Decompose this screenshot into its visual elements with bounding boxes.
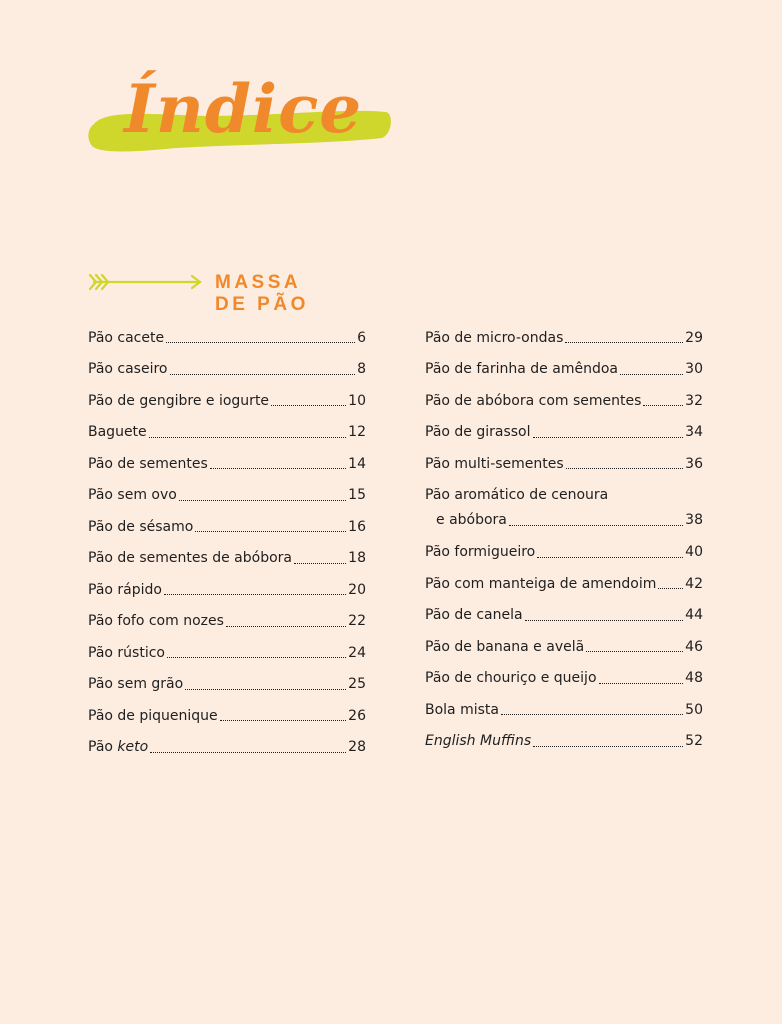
dot-leader [149, 437, 347, 438]
dot-leader [150, 752, 346, 753]
toc-entry-name: Pão com manteiga de amendoim [425, 575, 657, 592]
toc-entry-page: 24 [348, 644, 366, 661]
toc-entry-name [425, 733, 531, 749]
toc-entry-page: 30 [685, 361, 703, 378]
toc-entry-page: 46 [685, 638, 703, 655]
toc-entry[interactable] [88, 606, 366, 638]
dot-leader [271, 405, 346, 406]
section-title-line1: MASSA [215, 272, 302, 293]
toc-entry[interactable] [88, 543, 366, 575]
dot-leader [509, 525, 683, 526]
toc-entry-name: Pão de sésamo [88, 518, 194, 535]
toc-entry[interactable] [88, 448, 366, 480]
toc-entry-name: Pão formigueiro [425, 544, 536, 561]
toc-entry[interactable] [425, 568, 703, 600]
toc-entry-page: 20 [348, 581, 366, 598]
toc-entry[interactable] [88, 637, 366, 669]
dot-leader [658, 588, 683, 589]
toc-entry[interactable] [88, 385, 366, 417]
toc-entry[interactable] [425, 600, 703, 632]
dot-leader [599, 683, 684, 684]
dot-leader [533, 437, 684, 438]
toc-entry-name: Pão fofo com nozes [88, 613, 224, 630]
section-title [215, 272, 309, 316]
toc-entry-page: 38 [685, 512, 703, 528]
toc-entry[interactable] [425, 385, 703, 417]
toc-right-column [425, 322, 703, 757]
toc-entry-name: Pão de micro-ondas [425, 329, 564, 346]
dot-leader [586, 651, 683, 652]
toc-entry-page: 14 [348, 455, 366, 472]
toc-entry-name: Bola mista [425, 701, 499, 718]
toc-entry-name: Pão de sementes [88, 455, 208, 472]
toc-entry-name: Pão de farinha de amêndoa [425, 361, 618, 378]
dot-leader [164, 594, 346, 595]
toc-entry-page: 22 [348, 613, 366, 630]
toc-entry[interactable] [425, 480, 703, 537]
toc-entry[interactable] [425, 726, 703, 758]
section-title-line2: DE PÃO [215, 294, 309, 315]
toc-entry[interactable] [88, 417, 366, 449]
dot-leader [195, 531, 346, 532]
toc-entry[interactable] [425, 537, 703, 569]
toc-entry-name: Pão de banana e avelã [425, 638, 585, 655]
toc-entry-page: 34 [685, 424, 703, 441]
toc-entry-page: 25 [348, 676, 366, 693]
dot-leader [537, 557, 683, 558]
toc-entry[interactable] [88, 354, 366, 386]
index-title-block [86, 58, 396, 168]
toc-entry-page: 18 [348, 550, 366, 567]
toc-entry-name: Pão de chouriço e queijo [425, 670, 597, 687]
toc-entry-page: 28 [348, 739, 366, 756]
toc-entry-name: Baguete [88, 424, 147, 441]
toc-entry[interactable] [88, 574, 366, 606]
toc-entry-page: 44 [685, 607, 703, 624]
dot-leader [167, 657, 346, 658]
dot-leader [643, 405, 683, 406]
dot-leader [620, 374, 683, 375]
toc-entry-name-prefix: Pão [88, 739, 118, 756]
section-header [88, 270, 388, 320]
toc-entry-name [88, 739, 148, 755]
toc-entry-name: Pão rápido [88, 581, 162, 598]
toc-entry-name: Pão rústico [88, 644, 165, 661]
dot-leader [525, 620, 684, 621]
toc-entry-page: 16 [348, 518, 366, 535]
toc-entry-name: Pão sem ovo [88, 487, 177, 504]
toc-entry[interactable] [425, 417, 703, 449]
dot-leader [294, 563, 346, 564]
toc-entry[interactable] [88, 511, 366, 543]
toc-entry-name: Pão de gengibre e iogurte [88, 392, 270, 409]
toc-entry-page: 29 [685, 329, 703, 346]
dot-leader [170, 374, 356, 375]
dot-leader [501, 714, 683, 715]
toc-entry-name-italic: English Muffins [425, 733, 532, 750]
toc-entry-page: 8 [357, 361, 366, 378]
toc-entry-name: Pão sem grão [88, 676, 184, 693]
toc-entry[interactable] [88, 480, 366, 512]
index-title: Índice [124, 70, 363, 148]
toc-left-column [88, 322, 366, 763]
dot-leader [565, 342, 683, 343]
toc-entry[interactable] [425, 354, 703, 386]
toc-entry[interactable] [425, 631, 703, 663]
toc-entry-page: 36 [685, 455, 703, 472]
dot-leader [166, 342, 355, 343]
toc-entry-name: Pão de girassol [425, 424, 531, 441]
toc-entry-page: 48 [685, 670, 703, 687]
toc-entry[interactable] [425, 448, 703, 480]
toc-entry[interactable] [88, 700, 366, 732]
toc-entry-name-cont: e abóbora [436, 512, 507, 528]
dot-leader [185, 689, 346, 690]
toc-entry-page: 6 [357, 329, 366, 346]
dot-leader [220, 720, 347, 721]
toc-entry-name-italic: keto [117, 739, 149, 756]
toc-entry[interactable] [88, 669, 366, 701]
toc-entry-page: 50 [685, 701, 703, 718]
toc-entry-name: Pão multi-sementes [425, 455, 564, 472]
dot-leader [210, 468, 346, 469]
toc-entry-page: 12 [348, 424, 366, 441]
toc-entry-page: 52 [685, 733, 703, 750]
toc-entry-name: Pão caseiro [88, 361, 168, 378]
toc-entry-page: 32 [685, 392, 703, 409]
toc-entry-name: Pão cacete [88, 329, 165, 346]
dot-leader [533, 746, 683, 747]
toc-entry[interactable] [425, 322, 703, 354]
toc-entry-name: Pão aromático de cenoura [425, 487, 609, 503]
arrow-icon [88, 272, 206, 292]
toc-entry-page: 42 [685, 575, 703, 592]
toc-entry-page: 40 [685, 544, 703, 561]
dot-leader [566, 468, 684, 469]
dot-leader [179, 500, 346, 501]
toc-entry[interactable] [425, 694, 703, 726]
toc-entry-name: Pão de abóbora com sementes [425, 392, 642, 409]
toc-entry-name: Pão de canela [425, 607, 523, 624]
toc-entry[interactable] [88, 732, 366, 764]
toc-entry[interactable] [88, 322, 366, 354]
toc-entry-name: Pão de piquenique [88, 707, 218, 724]
toc-entry-name: Pão de sementes de abóbora [88, 550, 293, 567]
toc-entry-page: 26 [348, 707, 366, 724]
toc-entry[interactable] [425, 663, 703, 695]
dot-leader [226, 626, 346, 627]
toc-entry-page: 15 [348, 487, 366, 504]
toc-entry-page: 10 [348, 392, 366, 409]
